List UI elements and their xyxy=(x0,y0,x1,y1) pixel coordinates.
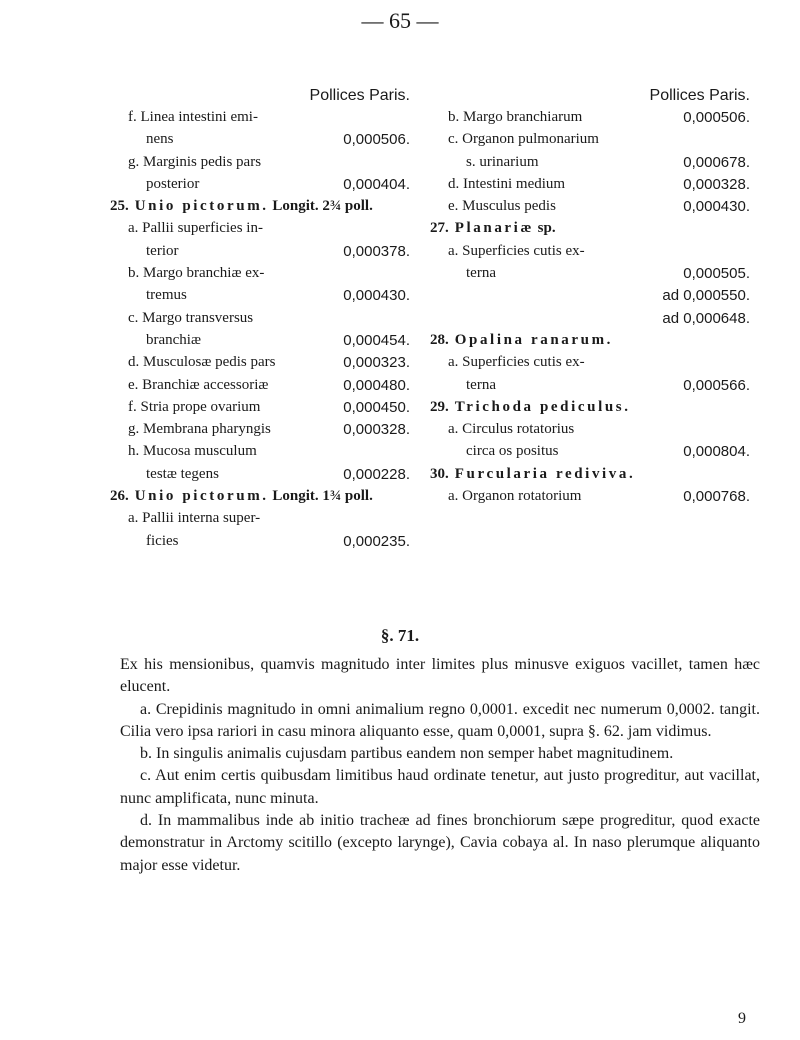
species-heading xyxy=(110,489,410,511)
species-heading xyxy=(430,333,750,355)
measurement-label: f. Linea intestini emi- xyxy=(128,109,258,125)
measurement-line xyxy=(110,221,410,243)
measurement-line xyxy=(110,534,410,556)
species-number: 27. xyxy=(430,220,449,237)
measurement-label: g. Marginis pedis pars xyxy=(128,153,262,170)
species-name: Furcularia rediviva. xyxy=(454,465,636,482)
measurement-line xyxy=(430,132,750,154)
measurement-label: b. Margo branchiæ ex- xyxy=(128,265,265,282)
paragraph-intro: Ex his mensionibus, quamvis magnitudo inter limites plus minusve exiguos vacillet, tamen hæc elucent. xyxy=(120,656,760,696)
measurement-label: c. Margo transversus xyxy=(128,309,254,326)
measurement-label: d. Musculosæ pedis pars xyxy=(128,354,276,371)
right-column-header: Pollices Paris. xyxy=(649,87,750,104)
species-name: Opalina ranarum. xyxy=(454,331,614,348)
measurement-value: 0,000430. xyxy=(343,287,410,305)
measurement-value: 0,000505. xyxy=(683,265,750,283)
measurement-line xyxy=(110,177,410,199)
measurement-value: 0,000506. xyxy=(343,131,410,149)
measurement-line xyxy=(110,400,410,422)
paragraph-b: b. In singulis animalis cujusdam partibus eandem non semper habet magnitudinem. xyxy=(140,745,674,763)
paragraph-a: a. Crepidinis magnitudo in omni animalium regno 0,0001. excedit nec numerum 0,0002. tangit. Cilia vero ipsa rariori in casu minora aliquanto esse, quam 0,0001, supra §. 62. jam vidimus. xyxy=(120,700,760,740)
measurement-line xyxy=(430,311,750,333)
measurement-line xyxy=(430,288,750,310)
measurement-line xyxy=(430,489,750,511)
measurement-line xyxy=(430,355,750,377)
body-text xyxy=(120,654,760,877)
measurement-value: 0,000430. xyxy=(683,198,750,216)
measurement-value: 0,000678. xyxy=(683,153,750,171)
measurement-value: 0,000404. xyxy=(343,175,410,193)
measurement-value: 0,000768. xyxy=(683,488,750,506)
measurement-label: a. Pallii interna super- xyxy=(128,510,261,527)
measurement-label: circa os positus xyxy=(466,443,559,460)
species-length: sp. xyxy=(533,220,556,237)
measurement-line xyxy=(110,110,410,132)
measurement-label: ficies xyxy=(146,532,179,549)
measurement-value: 0,000506. xyxy=(683,109,750,126)
species-length: Longit. 2¾ poll. xyxy=(268,198,373,215)
measurement-line xyxy=(110,422,410,444)
measurement-label: terna xyxy=(466,265,496,282)
page-number: — 65 — xyxy=(361,8,439,33)
measurement-label: nens xyxy=(146,131,174,148)
measurement-label: c. Organon pulmonarium xyxy=(448,131,599,148)
measurement-label: a. Superficies cutis ex- xyxy=(448,354,585,371)
measurement-label: branchiæ xyxy=(146,331,201,348)
species-number: 28. xyxy=(430,331,449,348)
species-number: 30. xyxy=(430,465,449,482)
measurement-value: ad 0,000648. xyxy=(662,309,750,327)
species-length: Longit. 1¾ poll. xyxy=(268,488,373,505)
species-name: Unio pictorum. xyxy=(134,488,269,505)
measurement-label: e. Branchiæ accessoriæ xyxy=(128,376,269,393)
measurement-line xyxy=(110,378,410,400)
left-column xyxy=(110,88,410,556)
measurement-line xyxy=(110,333,410,355)
measurement-label: tremus xyxy=(146,287,187,304)
measurement-line xyxy=(430,199,750,221)
left-column-header: Pollices Paris. xyxy=(309,87,410,104)
measurement-line xyxy=(110,155,410,177)
measurement-label: s. urinarium xyxy=(466,153,539,170)
measurement-line xyxy=(110,244,410,266)
measurement-line xyxy=(430,378,750,400)
paragraph-c: c. Aut enim certis quibusdam limitibus haud ordinate tenetur, aut justo progreditur, aut vacillat, nunc amplificata, nunc minuta. xyxy=(120,767,760,807)
measurement-label: a. Pallii superficies in- xyxy=(128,220,263,237)
measurement-label: terna xyxy=(466,376,496,393)
species-number: 29. xyxy=(430,398,449,415)
measurement-value: 0,000328. xyxy=(343,421,410,439)
species-heading xyxy=(430,400,750,422)
measurement-label: f. Stria prope ovarium xyxy=(128,398,261,415)
measurement-line xyxy=(430,155,750,177)
species-name: Trichoda pediculus. xyxy=(454,398,631,415)
measurement-line xyxy=(430,110,750,132)
measurement-line xyxy=(430,444,750,466)
measurement-value: 0,000450. xyxy=(343,398,410,416)
measurement-value: 0,000566. xyxy=(683,376,750,394)
measurement-line xyxy=(110,311,410,333)
measurement-label: a. Organon rotatorium xyxy=(448,488,582,505)
measurement-label: testæ tegens xyxy=(146,465,219,482)
measurement-line xyxy=(430,244,750,266)
measurement-label: b. Margo branchiarum xyxy=(448,109,583,125)
measurement-label: d. Intestini medium xyxy=(448,175,566,192)
species-heading xyxy=(430,221,750,243)
measurement-label: g. Membrana pharyngis xyxy=(128,421,271,438)
measurement-line xyxy=(430,177,750,199)
measurement-line xyxy=(430,266,750,288)
measurement-label: terior xyxy=(146,242,179,259)
measurement-line xyxy=(430,422,750,444)
measurement-label: a. Superficies cutis ex- xyxy=(448,242,585,259)
measurement-value: 0,000228. xyxy=(343,465,410,483)
species-name: Planariæ xyxy=(454,220,534,237)
measurement-value: 0,000328. xyxy=(683,175,750,193)
section-title: §. 71. xyxy=(380,626,420,645)
measurement-value: 0,000378. xyxy=(343,242,410,260)
measurement-label: e. Musculus pedis xyxy=(448,198,556,215)
measurement-line xyxy=(110,266,410,288)
left-column-lines xyxy=(110,110,410,556)
species-number: 25. xyxy=(110,198,129,215)
species-name: Unio pictorum. xyxy=(134,198,269,215)
measurement-value: 0,000480. xyxy=(343,376,410,394)
measurement-line xyxy=(110,288,410,310)
species-heading xyxy=(430,467,750,489)
measurement-line xyxy=(110,355,410,377)
measurement-value: 0,000323. xyxy=(343,354,410,372)
measurement-value: ad 0,000550. xyxy=(662,287,750,305)
paragraph-d: d. In mammalibus inde ab initio tracheæ ad fines bronchiorum sæpe progreditur, quod exacte demonstratur in Arctomy scitillo (excepto larynge), Cavia cobaya al. In naso plerumque aliquanto major esse videtur. xyxy=(120,812,760,874)
measurement-line xyxy=(110,511,410,533)
measurement-line xyxy=(110,444,410,466)
measurement-line xyxy=(110,467,410,489)
measurement-label: h. Mucosa musculum xyxy=(128,443,257,460)
signature-number: 9 xyxy=(738,1010,746,1027)
measurement-value: 0,000235. xyxy=(343,532,410,550)
measurement-value: 0,000804. xyxy=(683,443,750,461)
right-column xyxy=(430,88,750,511)
species-number: 26. xyxy=(110,488,129,505)
measurement-label: a. Circulus rotatorius xyxy=(448,421,575,438)
measurement-line xyxy=(110,132,410,154)
right-column-lines xyxy=(430,110,750,511)
measurement-label: posterior xyxy=(146,175,200,192)
species-heading xyxy=(110,199,410,221)
measurement-value: 0,000454. xyxy=(343,331,410,349)
